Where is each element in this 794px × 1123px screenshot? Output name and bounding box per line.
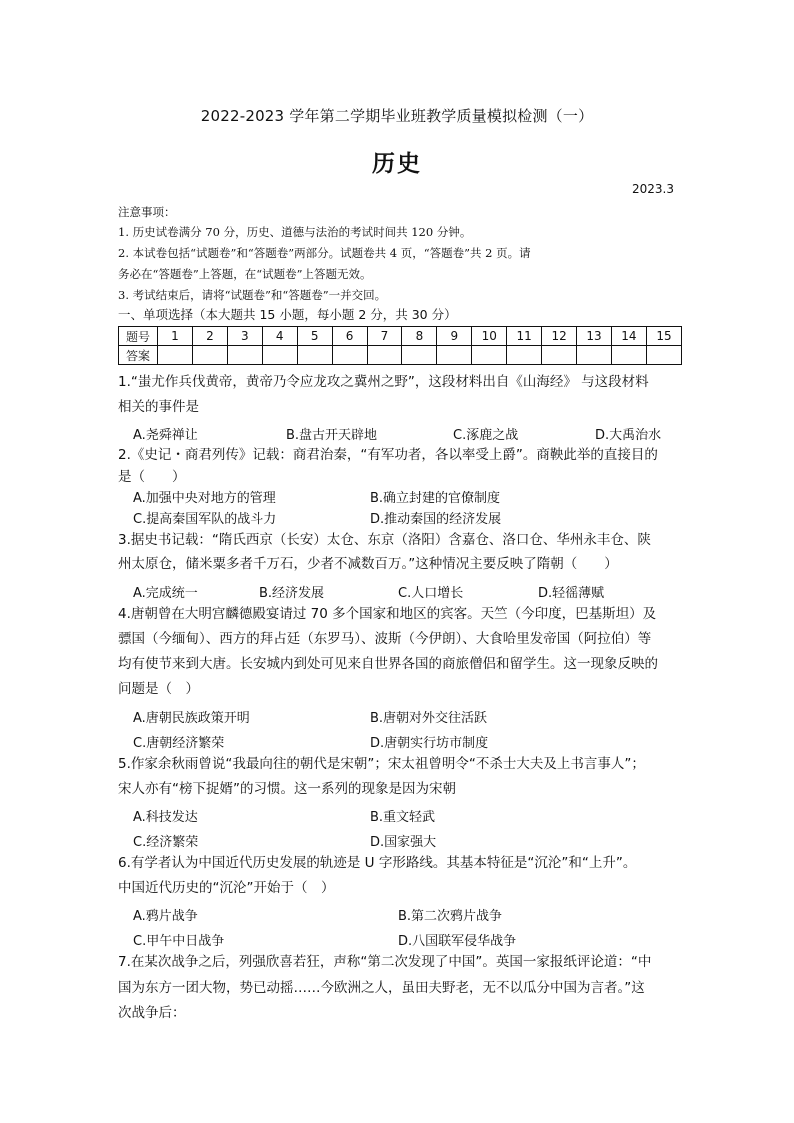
row-label-answer: 答案 (119, 346, 158, 365)
question-6-stem-cont: 中国近代历史的“沉沦”开始于（ ） (118, 880, 335, 896)
answer-cell[interactable] (542, 346, 577, 365)
question-number-cell: 4 (262, 327, 297, 346)
notice-item-3: 3. 考试结束后，请将“试题卷”和“答题卷”一并交回。 (118, 288, 387, 302)
answer-table (118, 326, 682, 365)
question-2-stem: 2.《史记・商君列传》记载：商君治秦，“有军功者，各以率受上爵”。商鞅此举的直接目的 (118, 447, 658, 463)
option-c[interactable]: C.人口增长 (398, 586, 464, 601)
option-a[interactable]: A.唐朝民族政策开明 (133, 711, 250, 726)
answer-cell[interactable] (192, 346, 227, 365)
question-number-cell: 1 (158, 327, 193, 346)
answer-cell[interactable] (577, 346, 612, 365)
row-label-number: 题号 (119, 327, 158, 346)
question-number-cell: 12 (542, 327, 577, 346)
answer-cell[interactable] (646, 346, 681, 365)
notice-item-2: 2. 本试卷包括“试题卷”和“答题卷”两部分。试题卷共 4 页，“答题卷”共 2 页。请 (118, 246, 531, 260)
answer-cell[interactable] (402, 346, 437, 365)
question-3-stem-cont: 州太原仓，储米粟多者千万石，少者不减数百万。”这种情况主要反映了隋朝（ ） (118, 556, 618, 572)
option-c[interactable]: C.唐朝经济繁荣 (133, 736, 225, 751)
answer-cell[interactable] (367, 346, 402, 365)
question-number-cell: 14 (611, 327, 646, 346)
question-3-stem: 3.据史书记载：“隋氏西京（长安）太仓、东京（洛阳）含嘉仓、洛口仓、华州永丰仓、陕 (118, 532, 651, 548)
question-5-stem-cont: 宋人亦有“榜下捉婿”的习惯。这一系列的现象是因为宋朝 (118, 781, 456, 797)
question-number-cell: 15 (646, 327, 681, 346)
option-a[interactable]: A.完成统一 (133, 586, 198, 601)
option-c[interactable]: C.提高秦国军队的战斗力 (133, 512, 277, 527)
option-d[interactable]: D.推动秦国的经济发展 (370, 512, 502, 527)
option-b[interactable]: B.唐朝对外交往活跃 (370, 711, 488, 726)
option-b[interactable]: B.盘古开天辟地 (286, 428, 378, 443)
answer-cell[interactable] (262, 346, 297, 365)
answer-cell[interactable] (332, 346, 367, 365)
answer-cell[interactable] (437, 346, 472, 365)
answer-cell[interactable] (507, 346, 542, 365)
option-c[interactable]: C.甲午中日战争 (133, 934, 225, 949)
answer-cell[interactable] (297, 346, 332, 365)
question-number-cell: 8 (402, 327, 437, 346)
question-4-stem-cont: 骠国（今缅甸）、西方的拜占廷（东罗马）、波斯（今伊朗）、大食哈里发帝国（阿拉伯）等 (118, 631, 652, 647)
option-b[interactable]: B.经济发展 (259, 586, 325, 601)
answer-cell[interactable] (611, 346, 646, 365)
answer-cell[interactable] (472, 346, 507, 365)
answer-table-number-row (119, 327, 682, 346)
question-6-stem: 6.有学者认为中国近代历史发展的轨迹是 U 字形路线。其基本特征是“沉沦”和“上升”。 (118, 855, 637, 871)
answer-table-answer-row (119, 346, 682, 365)
question-number-cell: 13 (577, 327, 612, 346)
question-number-cell: 5 (297, 327, 332, 346)
section-title: 一、单项选择（本大题共 15 小题，每小题 2 分，共 30 分） (118, 307, 457, 322)
option-b[interactable]: B.确立封建的官僚制度 (370, 491, 501, 506)
answer-cell[interactable] (227, 346, 262, 365)
option-a[interactable]: A.加强中央对地方的管理 (133, 491, 276, 506)
question-1-stem-cont: 相关的事件是 (118, 399, 199, 415)
question-7-stem: 7.在某次战争之后，列强欣喜若狂，声称“第二次发现了中国”。英国一家报纸评论道：“中 (118, 954, 652, 970)
question-number-cell: 7 (367, 327, 402, 346)
question-number-cell: 3 (227, 327, 262, 346)
question-7-stem-cont: 次战争后： (118, 1005, 186, 1021)
option-d[interactable]: D.八国联军侵华战争 (398, 934, 517, 949)
option-d[interactable]: D.唐朝实行坊市制度 (370, 736, 489, 751)
option-a[interactable]: A.尧舜禅让 (133, 428, 198, 443)
question-number-cell: 11 (507, 327, 542, 346)
question-1-stem: 1.“蚩尤作兵伐黄帝，黄帝乃令应龙攻之冀州之野”，这段材料出自《山海经》 与这段材料 (118, 374, 649, 390)
question-number-cell: 2 (192, 327, 227, 346)
option-b[interactable]: B.重文轻武 (370, 810, 436, 825)
option-d[interactable]: D.国家强大 (370, 835, 437, 850)
option-d[interactable]: D.轻徭薄赋 (538, 586, 605, 601)
question-4-stem-cont: 均有使节来到大唐。长安城内到处可见来自世界各国的商旅僧侣和留学生。这一现象反映的 (118, 656, 658, 672)
question-number-cell: 9 (437, 327, 472, 346)
notice-heading: 注意事项： (118, 205, 176, 219)
option-b[interactable]: B.第二次鸦片战争 (398, 909, 503, 924)
question-5-stem: 5.作家余秋雨曾说“我最向往的朝代是宋朝”；宋太祖曾明令“不杀士大夫及上书言事人”； (118, 756, 645, 772)
question-4-stem-cont: 问题是（ ） (118, 681, 199, 697)
subject-title: 历史 (372, 151, 422, 177)
notice-item-1: 1. 历史试卷满分 70 分，历史、道德与法治的考试时间共 120 分钟。 (118, 225, 472, 239)
notice-item-2-cont: 务必在“答题卷”上答题，在“试题卷”上答题无效。 (118, 267, 372, 281)
option-a[interactable]: A.鸦片战争 (133, 909, 198, 924)
question-number-cell: 10 (472, 327, 507, 346)
option-c[interactable]: C.经济繁荣 (133, 835, 199, 850)
question-2-stem-cont: 是（ ） (118, 469, 186, 485)
exam-date: 2023.3 (632, 182, 674, 196)
question-number-cell: 6 (332, 327, 367, 346)
option-d[interactable]: D.大禹治水 (595, 428, 662, 443)
exam-title: 2022-2023 学年第二学期毕业班教学质量模拟检测（一） (200, 107, 594, 125)
option-c[interactable]: C.涿鹿之战 (453, 428, 519, 443)
question-4-stem: 4.唐朝曾在大明宫麟德殿宴请过 70 多个国家和地区的宾客。天竺（今印度，巴基斯坦）及 (118, 606, 657, 622)
answer-cell[interactable] (158, 346, 193, 365)
question-7-stem-cont: 国为东方一团大物，势已动摇……今欧洲之人，虽田夫野老，无不以瓜分中国为言者。”这 (118, 980, 645, 996)
option-a[interactable]: A.科技发达 (133, 810, 198, 825)
